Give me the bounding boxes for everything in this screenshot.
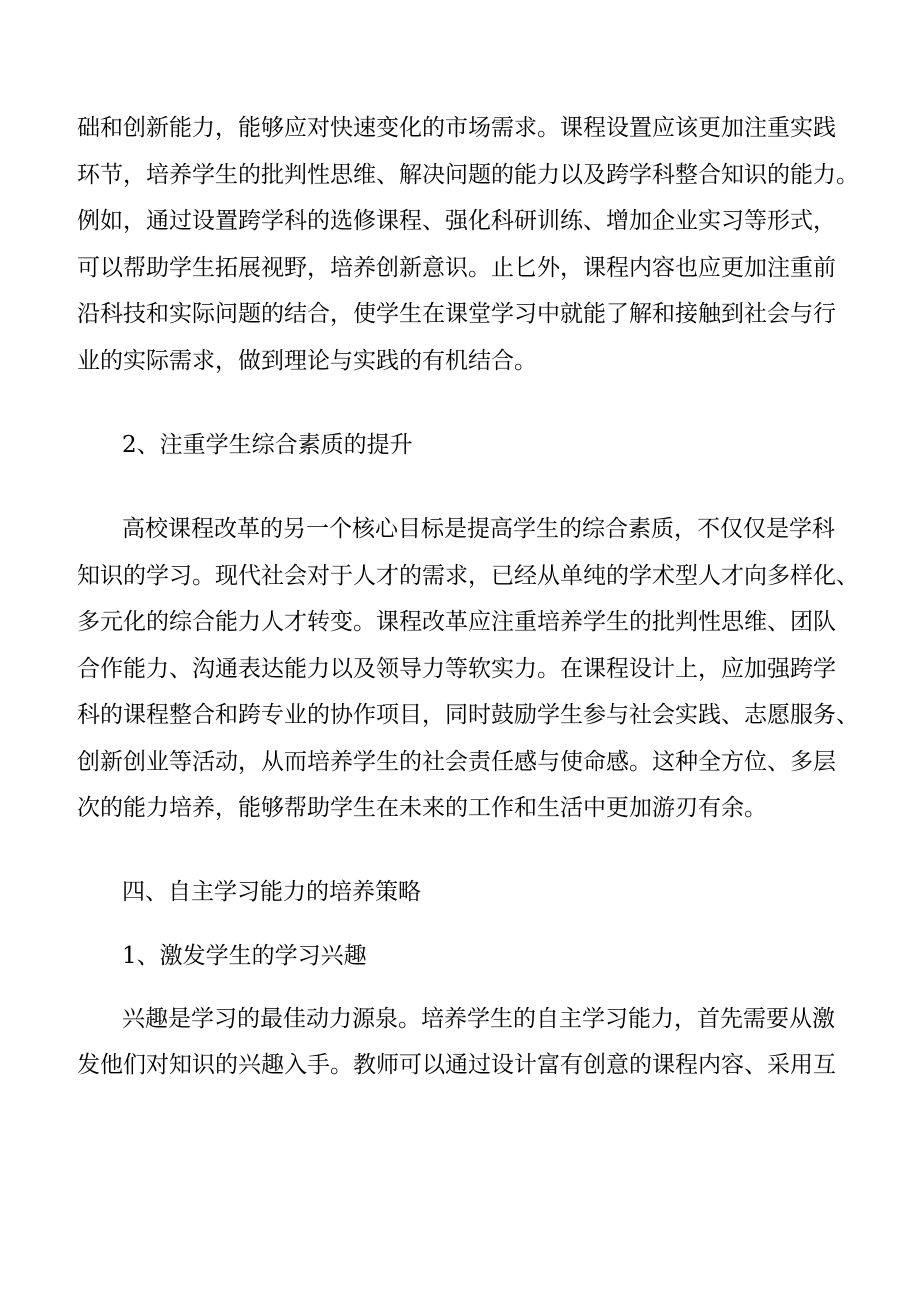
text-line: 础和创新能力，能够应对快速变化的市场需求。课程设置应该更加注重实践 bbox=[77, 115, 836, 141]
text-line: 例如，通过设置跨学科的选修课程、强化科研训练、增加企业实习等形式， bbox=[77, 208, 836, 234]
chapter-heading: 四、自主学习能力的培养策略 bbox=[122, 879, 421, 905]
section-heading: 1、激发学生的学习兴趣 bbox=[122, 943, 367, 969]
text-line: 合作能力、沟通表达能力以及领导力等软实力。在课程设计上，应加强跨学 bbox=[77, 656, 836, 682]
text-line: 发他们对知识的兴趣入手。教师可以通过设计富有创意的课程内容、采用互 bbox=[77, 1052, 836, 1078]
text-line: 兴趣是学习的最佳动力源泉。培养学生的自主学习能力，首先需要从激 bbox=[122, 1006, 835, 1032]
text-line: 环节，培养学生的批判性思维、解决问题的能力以及跨学科整合知识的能力。 bbox=[77, 162, 859, 188]
text-line: 科的课程整合和跨专业的协作项目，同时鼓励学生参与社会实践、志愿服务、 bbox=[77, 702, 859, 728]
text-line: 高校课程改革的另一个核心目标是提高学生的综合素质，不仅仅是学科 bbox=[122, 516, 835, 542]
section-heading: 2、注重学生综合素质的提升 bbox=[122, 432, 413, 458]
text-line: 创新创业等活动，从而培养学生的社会责任感与使命感。这种全方位、多层 bbox=[77, 749, 836, 775]
text-line: 业的实际需求，做到理论与实践的有机结合。 bbox=[77, 348, 537, 374]
text-line: 知识的学习。现代社会对于人才的需求，已经从单纯的学术型人才向多样化、 bbox=[77, 563, 859, 589]
text-line: 可以帮助学生拓展视野，培养创新意识。止匕外，课程内容也应更加注重前 bbox=[77, 255, 836, 281]
text-line: 沿科技和实际问题的结合，使学生在课堂学习中就能了解和接触到社会与行 bbox=[77, 301, 836, 327]
text-line: 多元化的综合能力人才转变。课程改革应注重培养学生的批判性思维、团队 bbox=[77, 609, 836, 635]
text-line: 次的能力培养，能够帮助学生在未来的工作和生活中更加游刃有余。 bbox=[77, 795, 767, 821]
